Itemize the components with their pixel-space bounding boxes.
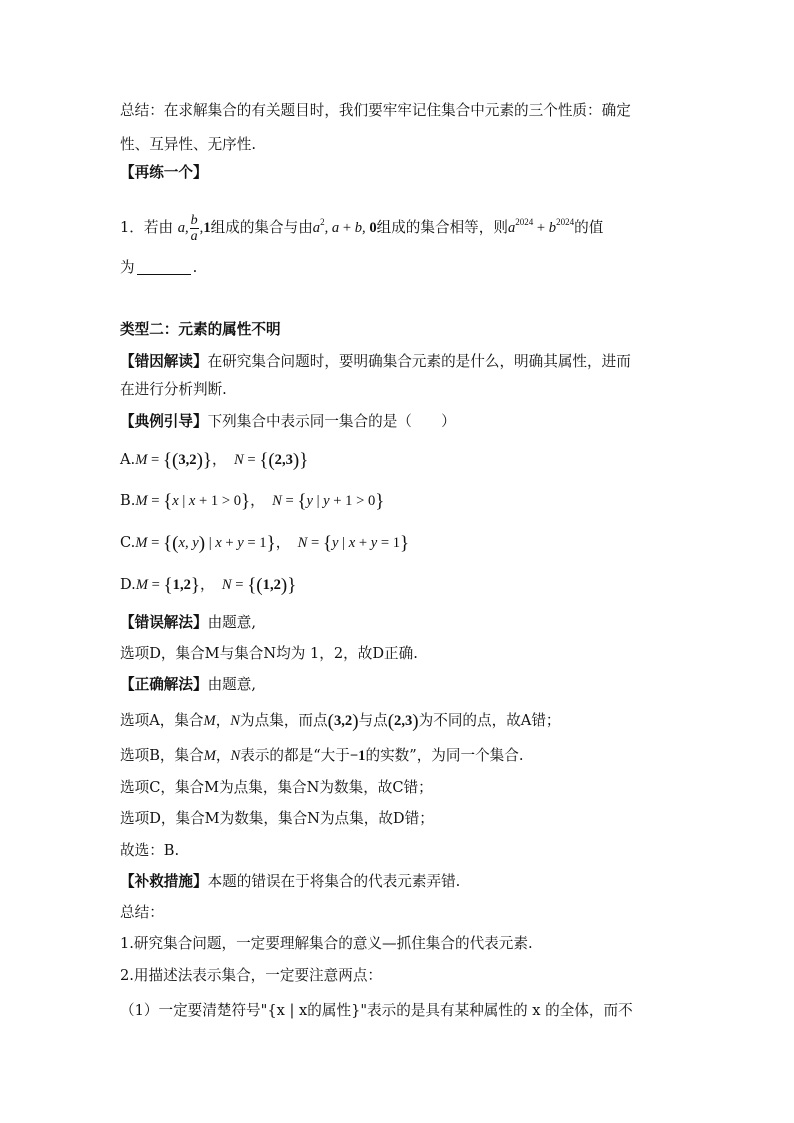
- option-a: A.M = {(3,2)}， N = {(2,3)}: [120, 450, 309, 471]
- answer-line: 故选：B.: [120, 842, 180, 859]
- final-summary-3: （1）一定要清楚符号"{x | x的属性}"表示的是具有某种属性的 x 的全体，而不: [120, 1002, 633, 1019]
- correct-option-a: 选项A，集合M，N为点集，而点(3,2)与点(2,3)为不同的点，故A错；: [120, 711, 561, 732]
- error-reason-line-1: 【错因解读】在研究集合问题时，要明确集合元素的是什么，明确其属性，进而: [120, 353, 631, 370]
- correct-option-b: 选项B，集合M，N表示的都是“大于−1的实数”，为同一个集合.: [120, 747, 524, 764]
- option-d: D.M = {1,2}， N = {(1,2)}: [120, 575, 297, 596]
- fraction-b-over-a: $\frac{b}{a}$: [190, 212, 198, 244]
- correct-option-c: 选项C，集合M为点集，集合N为数集，故C错；: [120, 779, 433, 796]
- summary-line-1: 总结：在求解集合的有关题目时，我们要牢牢记住集合中元素的三个性质：确定: [120, 102, 631, 119]
- section-title-type2: 类型二：元素的属性不明: [120, 321, 281, 338]
- error-reason-line-2: 在进行分析判断.: [120, 381, 227, 398]
- example-line: 【典例引导】下列集合中表示同一集合的是（ ）: [120, 413, 456, 430]
- practice-question-line-1: 1．若由 a, $\frac{b}{a}$ ,1组成的集合与由$a^2$, a + b, 0组成的集合相等，则$a^{2024} + b^{2024}$的值: [120, 212, 604, 244]
- practice-header: 【再练一个】: [120, 164, 208, 181]
- correct-option-d: 选项D，集合M为数集，集合N为点集，故D错；: [120, 810, 434, 827]
- remedy-line: 【补救措施】本题的错误在于将集合的代表元素弄错.: [120, 873, 461, 890]
- option-c: C.M = {(x, y) | x + y = 1}， N = {y | x + y = 1}: [120, 533, 410, 554]
- answer-blank[interactable]: [137, 260, 191, 275]
- option-b: B.M = {x | x + 1 > 0}， N = {y | y + 1 > 0}: [120, 491, 385, 512]
- wrong-solution-line-1: 【错误解法】由题意,: [120, 614, 256, 631]
- final-summary-2: 2.用描述法表示集合，一定要注意两点：: [120, 967, 383, 984]
- final-summary-label: 总结：: [120, 904, 164, 921]
- summary-line-2: 性、互异性、无序性.: [120, 136, 256, 153]
- final-summary-1: 1.研究集合问题，一定要理解集合的意义—抓住集合的代表元素.: [120, 935, 533, 952]
- practice-question-line-2: 为 .: [120, 259, 198, 276]
- correct-solution-line-1: 【正确解法】由题意,: [120, 676, 256, 693]
- wrong-solution-line-2: 选项D，集合M与集合N均为 1，2，故D正确.: [120, 645, 418, 662]
